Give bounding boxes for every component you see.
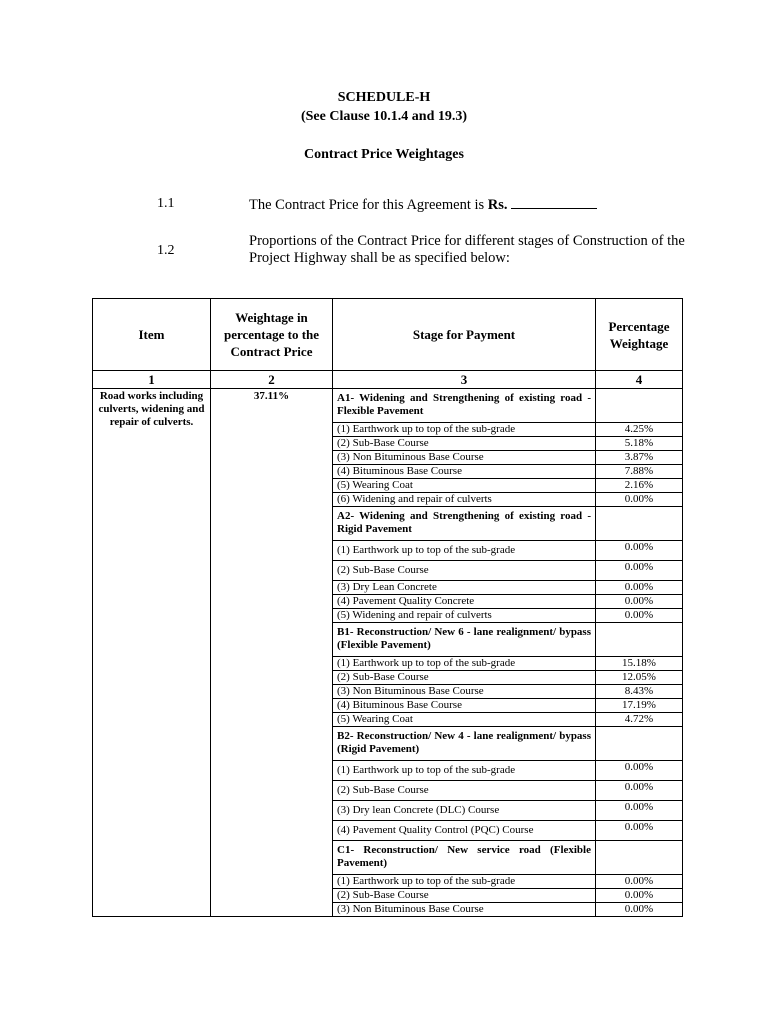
weightage-table — [92, 298, 683, 917]
proportions-statement: Proportions of the Contract Price for different stages of Construction of the Project Highway shall be as specified below: — [249, 233, 685, 266]
percentage-cell: 0.00% — [596, 609, 683, 623]
stage-cell: (6) Widening and repair of culverts — [333, 493, 596, 507]
percentage-cell — [596, 623, 683, 657]
percentage-cell — [596, 389, 683, 423]
percentage-cell: 0.00% — [596, 581, 683, 595]
header-percentage: Percentage Weightage — [596, 299, 683, 371]
percentage-cell: 0.00% — [596, 875, 683, 889]
table-body — [93, 389, 683, 917]
header-item: Item — [93, 299, 211, 371]
col-number-3: 3 — [333, 371, 596, 389]
header-stage: Stage for Payment — [333, 299, 596, 371]
stage-cell: (1) Earthwork up to top of the sub-grade — [333, 657, 596, 671]
percentage-cell: 0.00% — [596, 541, 683, 561]
stage-cell: (5) Wearing Coat — [333, 479, 596, 493]
stage-cell: (3) Non Bituminous Base Course — [333, 451, 596, 465]
percentage-cell: 17.19% — [596, 699, 683, 713]
stage-cell: (4) Bituminous Base Course — [333, 699, 596, 713]
percentage-cell: 0.00% — [596, 561, 683, 581]
stage-cell: (2) Sub-Base Course — [333, 561, 596, 581]
clause-reference: (See Clause 10.1.4 and 19.3) — [300, 109, 468, 124]
percentage-cell: 3.87% — [596, 451, 683, 465]
stage-cell: (1) Earthwork up to top of the sub-grade — [333, 761, 596, 781]
stage-cell: (5) Widening and repair of culverts — [333, 609, 596, 623]
percentage-cell: 5.18% — [596, 437, 683, 451]
percentage-cell — [596, 841, 683, 875]
percentage-cell: 0.00% — [596, 889, 683, 903]
stage-cell: (4) Bituminous Base Course — [333, 465, 596, 479]
stage-cell: (2) Sub-Base Course — [333, 437, 596, 451]
item-description: Road works including culverts, widening and repair of culverts. — [93, 389, 211, 917]
para-number-1-2: 1.2 — [157, 243, 175, 258]
section-subtitle: Contract Price Weightages — [304, 147, 464, 162]
percentage-cell: 2.16% — [596, 479, 683, 493]
schedule-title: SCHEDULE-H — [337, 90, 431, 105]
percentage-cell: 15.18% — [596, 657, 683, 671]
percentage-cell — [596, 727, 683, 761]
percentage-cell: 0.00% — [596, 903, 683, 917]
section-heading: A1- Widening and Strengthening of existing road - Flexible Pavement — [333, 389, 596, 423]
percentage-cell: 0.00% — [596, 595, 683, 609]
section-heading: B2- Reconstruction/ New 4 - lane realignment/ bypass (Rigid Pavement) — [333, 727, 596, 761]
item-weightage: 37.11% — [211, 389, 333, 917]
price-blank-line — [511, 196, 597, 209]
percentage-cell: 4.72% — [596, 713, 683, 727]
percentage-cell: 0.00% — [596, 821, 683, 841]
col-number-1: 1 — [93, 371, 211, 389]
currency-label: Rs. — [487, 197, 508, 213]
percentage-cell: 0.00% — [596, 493, 683, 507]
stage-cell: (3) Dry lean Concrete (DLC) Course — [333, 801, 596, 821]
percentage-cell — [596, 507, 683, 541]
stage-cell: (2) Sub-Base Course — [333, 781, 596, 801]
percentage-cell: 4.25% — [596, 423, 683, 437]
stage-cell: (1) Earthwork up to top of the sub-grade — [333, 875, 596, 889]
percentage-cell: 7.88% — [596, 465, 683, 479]
stage-cell: (3) Dry Lean Concrete — [333, 581, 596, 595]
stage-cell: (4) Pavement Quality Concrete — [333, 595, 596, 609]
section-heading: A2- Widening and Strengthening of existing road - Rigid Pavement — [333, 507, 596, 541]
section-row — [93, 389, 683, 423]
percentage-cell: 0.00% — [596, 761, 683, 781]
header-weightage: Weightage in percentage to the Contract Price — [211, 299, 333, 371]
col-number-4: 4 — [596, 371, 683, 389]
percentage-cell: 0.00% — [596, 781, 683, 801]
section-heading: B1- Reconstruction/ New 6 - lane realignment/ bypass (Flexible Pavement) — [333, 623, 596, 657]
para-number-1-1: 1.1 — [157, 196, 175, 211]
percentage-cell: 12.05% — [596, 671, 683, 685]
contract-price-statement — [249, 196, 597, 214]
stage-cell: (1) Earthwork up to top of the sub-grade — [333, 423, 596, 437]
percentage-cell: 8.43% — [596, 685, 683, 699]
col-number-2: 2 — [211, 371, 333, 389]
stage-cell: (5) Wearing Coat — [333, 713, 596, 727]
stage-cell: (4) Pavement Quality Control (PQC) Course — [333, 821, 596, 841]
section-heading: C1- Reconstruction/ New service road (Flexible Pavement) — [333, 841, 596, 875]
contract-price-text: The Contract Price for this Agreement is — [249, 197, 488, 213]
stage-cell: (2) Sub-Base Course — [333, 889, 596, 903]
stage-cell: (1) Earthwork up to top of the sub-grade — [333, 541, 596, 561]
percentage-cell: 0.00% — [596, 801, 683, 821]
stage-cell: (3) Non Bituminous Base Course — [333, 903, 596, 917]
stage-cell: (2) Sub-Base Course — [333, 671, 596, 685]
stage-cell: (3) Non Bituminous Base Course — [333, 685, 596, 699]
